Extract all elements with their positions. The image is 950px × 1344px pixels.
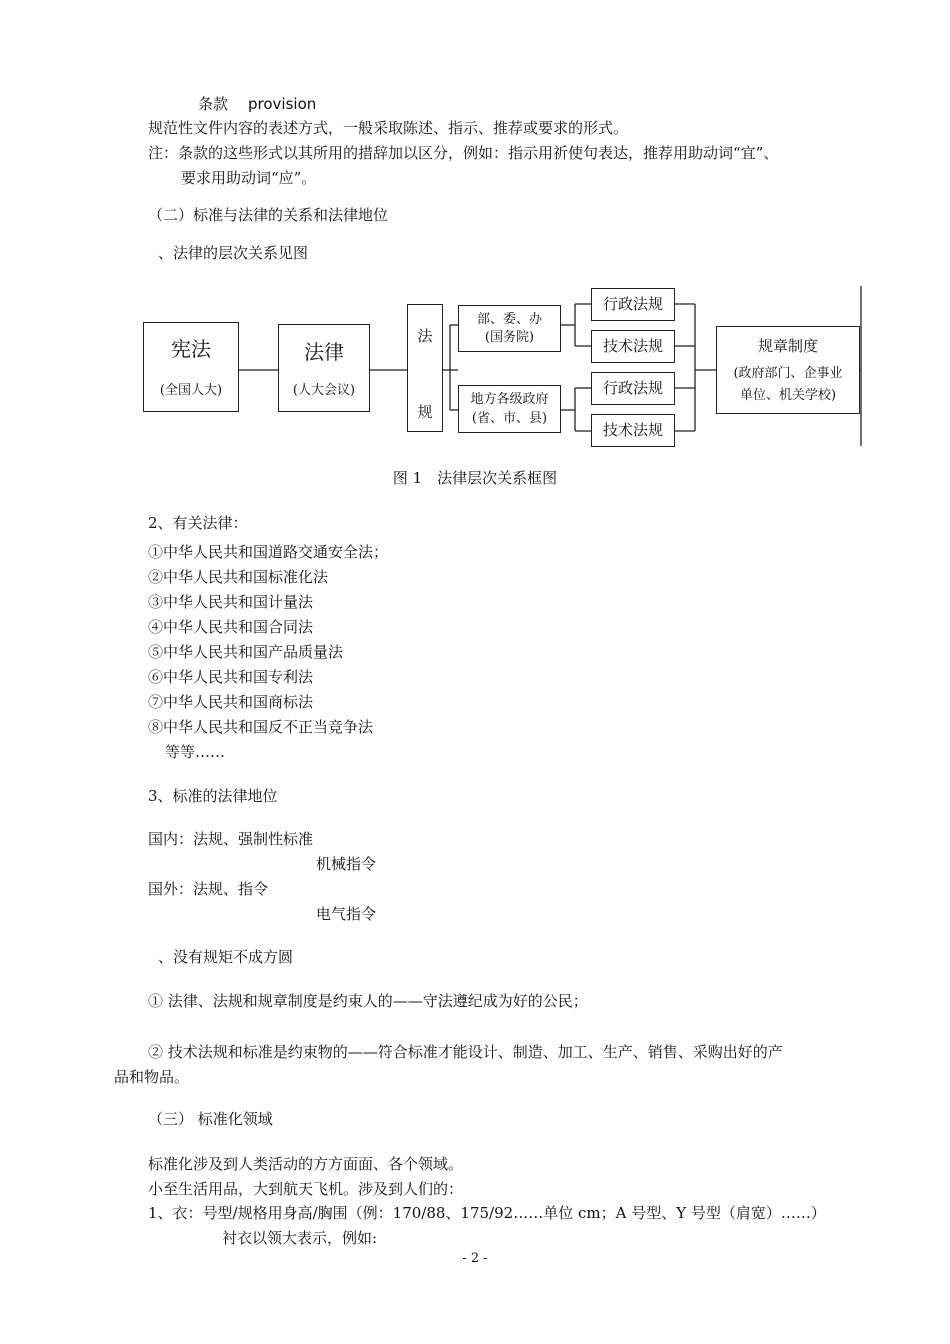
note-line-2: 要求用助动词“应”。 [181,169,317,187]
section-3-paragraph-1: 标准化涉及到人类活动的方方面面、各个领域。 [148,1155,464,1173]
tech-regulation-box-upper [591,330,675,363]
section-3-heading: （三） 标准化领域 [148,1110,273,1128]
law-box [278,324,370,412]
regulation-char-top: 法 [417,327,433,345]
admin-regulation-box-upper [591,288,675,321]
note-line-1: 注：条款的这些形式以其所用的措辞加以区分，例如：指示用祈使句表达，推荐用助动词“宜”、 [148,144,779,162]
section-3-paragraph-4: 衬衣以领大表示，例如: [222,1229,378,1247]
laws-etc: 等等…… [165,743,226,761]
constitution-sub: (全国人大) [159,383,223,398]
law-item-2: ②中华人民共和国标准化法 [148,568,329,586]
rules-item-1: ① 法律、法规和规章制度是约束人的——守法遵纪成为好的公民； [148,992,588,1010]
law-title: 法律 [304,340,344,364]
ministry-line-2: (国务院) [484,330,535,345]
law-item-4: ④中华人民共和国合同法 [148,618,314,636]
law-item-3: ③中华人民共和国计量法 [148,593,314,611]
status-heading: 3、标准的法律地位 [148,787,278,805]
status-domestic-sub: 机械指令 [316,855,377,873]
local-government-line-2: (省、市、县) [471,411,548,426]
rules-line-2: 单位、机关学校) [739,388,837,403]
laws-heading: 2、有关法律： [148,514,248,532]
rules-box [716,326,860,414]
rules-heading: 、没有规矩不成方圆 [158,948,294,966]
local-government-line-1: 地方各级政府 [470,392,549,407]
law-item-5: ⑤中华人民共和国产品质量法 [148,643,344,661]
term-chinese: 条款 [198,95,229,113]
law-sub: (人大会议) [292,383,356,398]
page-number: - 2 - [462,1251,488,1266]
rules-item-2-line-2: 品和物品。 [114,1068,190,1086]
local-government-box [458,385,561,433]
constitution-box [143,322,239,412]
tech-regulation-label-lower: 技术法规 [602,421,663,439]
term-english: provision [248,95,317,113]
constitution-title: 宪法 [171,337,211,361]
figure-caption: 图 1 法律层次关系框图 [392,469,558,487]
tech-regulation-label-upper: 技术法规 [602,337,663,355]
status-foreign-sub: 电气指令 [316,905,377,923]
status-foreign: 国外：法规、指令 [148,880,269,898]
section-2-sub-1: 、法律的层次关系见图 [158,244,309,262]
law-item-6: ⑥中华人民共和国专利法 [148,668,314,686]
rules-line-1: (政府部门、企事业 [733,366,843,381]
rules-title: 规章制度 [757,337,818,355]
admin-regulation-label-upper: 行政法规 [602,295,663,313]
admin-regulation-box-lower [591,372,675,405]
definition-text: 规范性文件内容的表述方式，一般采取陈述、指示、推荐或要求的形式。 [148,119,629,137]
law-item-7: ⑦中华人民共和国商标法 [148,693,314,711]
section-3-paragraph-3: 1、衣：号型/规格用身高/胸围（例：170/88、175/92……单位 cm；A 号型、Y 号型（肩宽）……） [148,1204,826,1222]
regulation-box [407,304,443,432]
section-3-paragraph-2: 小至生活用品，大到航天飞机。涉及到人们的： [148,1180,464,1198]
regulation-char-bottom: 规 [417,403,433,421]
rules-item-2-line-1: ② 技术法规和标准是约束物的——符合标准才能设计、制造、加工、生产、销售、采购出好的产 [148,1043,783,1061]
tech-regulation-box-lower [591,414,675,447]
ministry-box [458,305,561,352]
ministry-line-1: 部、委、办 [476,312,542,327]
status-domestic: 国内：法规、强制性标准 [148,830,314,848]
section-2-heading: （二）标准与法律的关系和法律地位 [148,206,389,224]
law-item-1: ①中华人民共和国道路交通安全法； [148,543,389,561]
admin-regulation-label-lower: 行政法规 [602,379,663,397]
law-item-8: ⑧中华人民共和国反不正当竞争法 [148,718,374,736]
